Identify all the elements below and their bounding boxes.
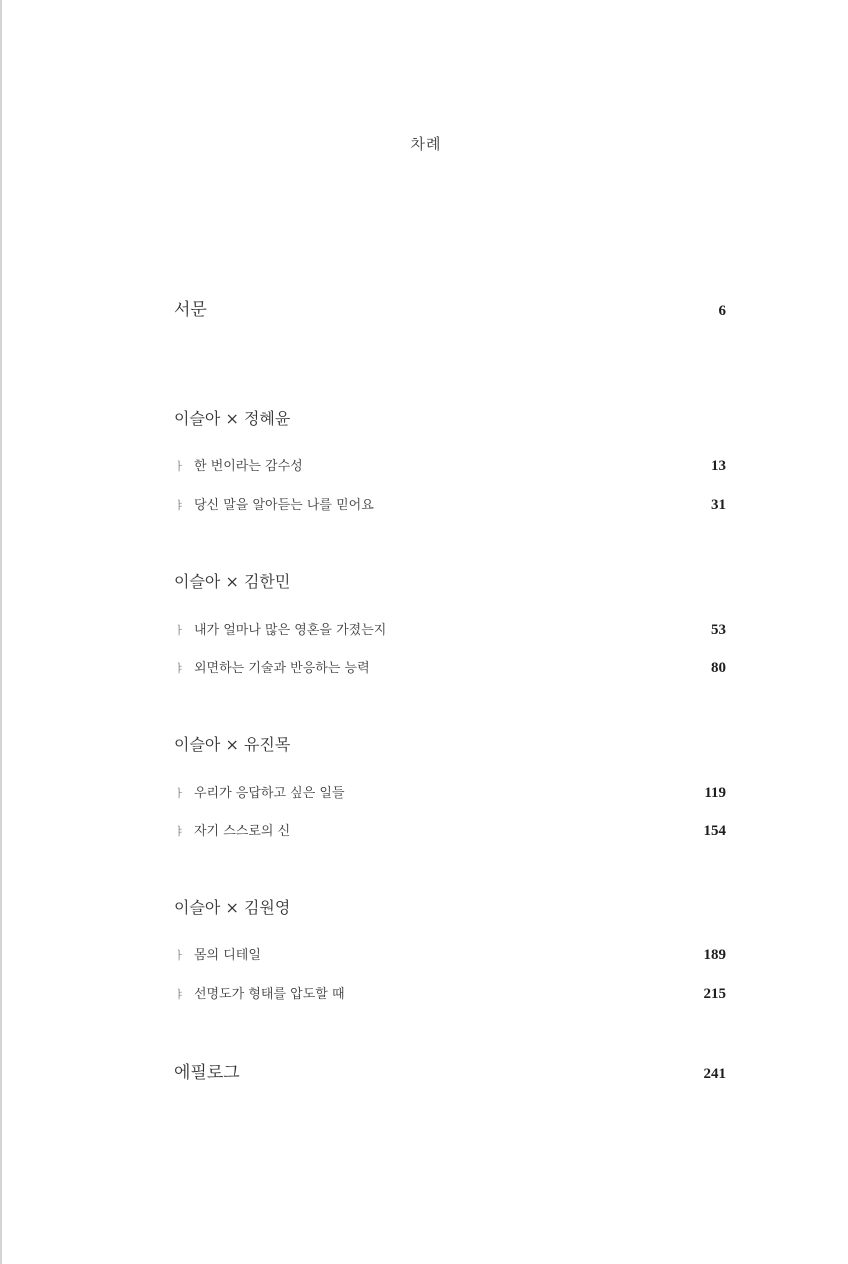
- section-heading: 이슬아 × 유진목: [174, 735, 291, 754]
- toc-entry-page: 154: [703, 823, 726, 839]
- bullet-marker: ㅑ: [174, 988, 185, 1001]
- toc-entry-text: 외면하는 기술과 반응하는 능력: [194, 661, 370, 676]
- toc-entry-text: 당신 말을 알아듣는 나를 믿어요: [194, 498, 374, 513]
- toc-entry-preface: [174, 295, 726, 320]
- toc-entry-text: 우리가 응답하고 싶은 일들: [194, 786, 345, 801]
- toc-entry-page: 215: [703, 986, 726, 1002]
- toc-entry-label: [174, 455, 303, 474]
- toc-entry-label: [174, 820, 290, 839]
- section-heading: 이슬아 × 김한민: [174, 572, 291, 591]
- toc-entry-label: 에필로그: [174, 1063, 240, 1083]
- bullet-marker: ㅑ: [174, 662, 185, 675]
- toc-entry-label: [174, 494, 374, 513]
- section-heading: 이슬아 × 정혜윤: [174, 409, 291, 428]
- toc-entry-text: 선명도가 형태를 압도할 때: [194, 987, 345, 1002]
- bullet-marker: ㅏ: [174, 949, 185, 962]
- toc-entry-label: [174, 657, 370, 676]
- toc-entry: [174, 619, 726, 639]
- toc-entry-label: [174, 782, 345, 801]
- toc-entry-text: 내가 얼마나 많은 영혼을 가졌는지: [194, 623, 387, 638]
- toc-entry-page: 6: [718, 303, 726, 319]
- bullet-marker: ㅏ: [174, 624, 185, 637]
- toc-entry-label: [174, 983, 345, 1002]
- toc-entry-page: 241: [703, 1066, 726, 1082]
- toc-entry-epilogue: [174, 1058, 726, 1083]
- bullet-marker: ㅑ: [174, 499, 185, 512]
- toc-entry-page: 119: [704, 785, 726, 801]
- toc-entry-text: 자기 스스로의 신: [194, 824, 291, 839]
- toc-entry-label: [174, 944, 261, 963]
- bullet-marker: ㅏ: [174, 460, 185, 473]
- toc-entry-page: 80: [711, 660, 726, 676]
- toc-entry: [174, 944, 726, 964]
- toc-entry-text: 몸의 디테일: [194, 948, 261, 963]
- bullet-marker: ㅑ: [174, 825, 185, 838]
- toc-entry-page: 31: [711, 497, 726, 513]
- toc-entry: [174, 494, 726, 514]
- toc-entry: [174, 983, 726, 1003]
- toc-title: 차례: [410, 135, 442, 153]
- toc-entry: [174, 455, 726, 475]
- section-heading: 이슬아 × 김원영: [174, 898, 291, 917]
- toc-entry-text: 한 번이라는 감수성: [194, 459, 303, 474]
- toc-entry: [174, 782, 726, 802]
- toc-entry: [174, 820, 726, 840]
- toc-entry-label: [174, 619, 386, 638]
- toc-entry-label: 서문: [174, 300, 207, 320]
- toc-entry: [174, 657, 726, 677]
- toc-entry-page: 13: [711, 458, 726, 474]
- toc-entry-page: 53: [711, 622, 726, 638]
- bullet-marker: ㅏ: [174, 787, 185, 800]
- toc-entry-page: 189: [703, 947, 726, 963]
